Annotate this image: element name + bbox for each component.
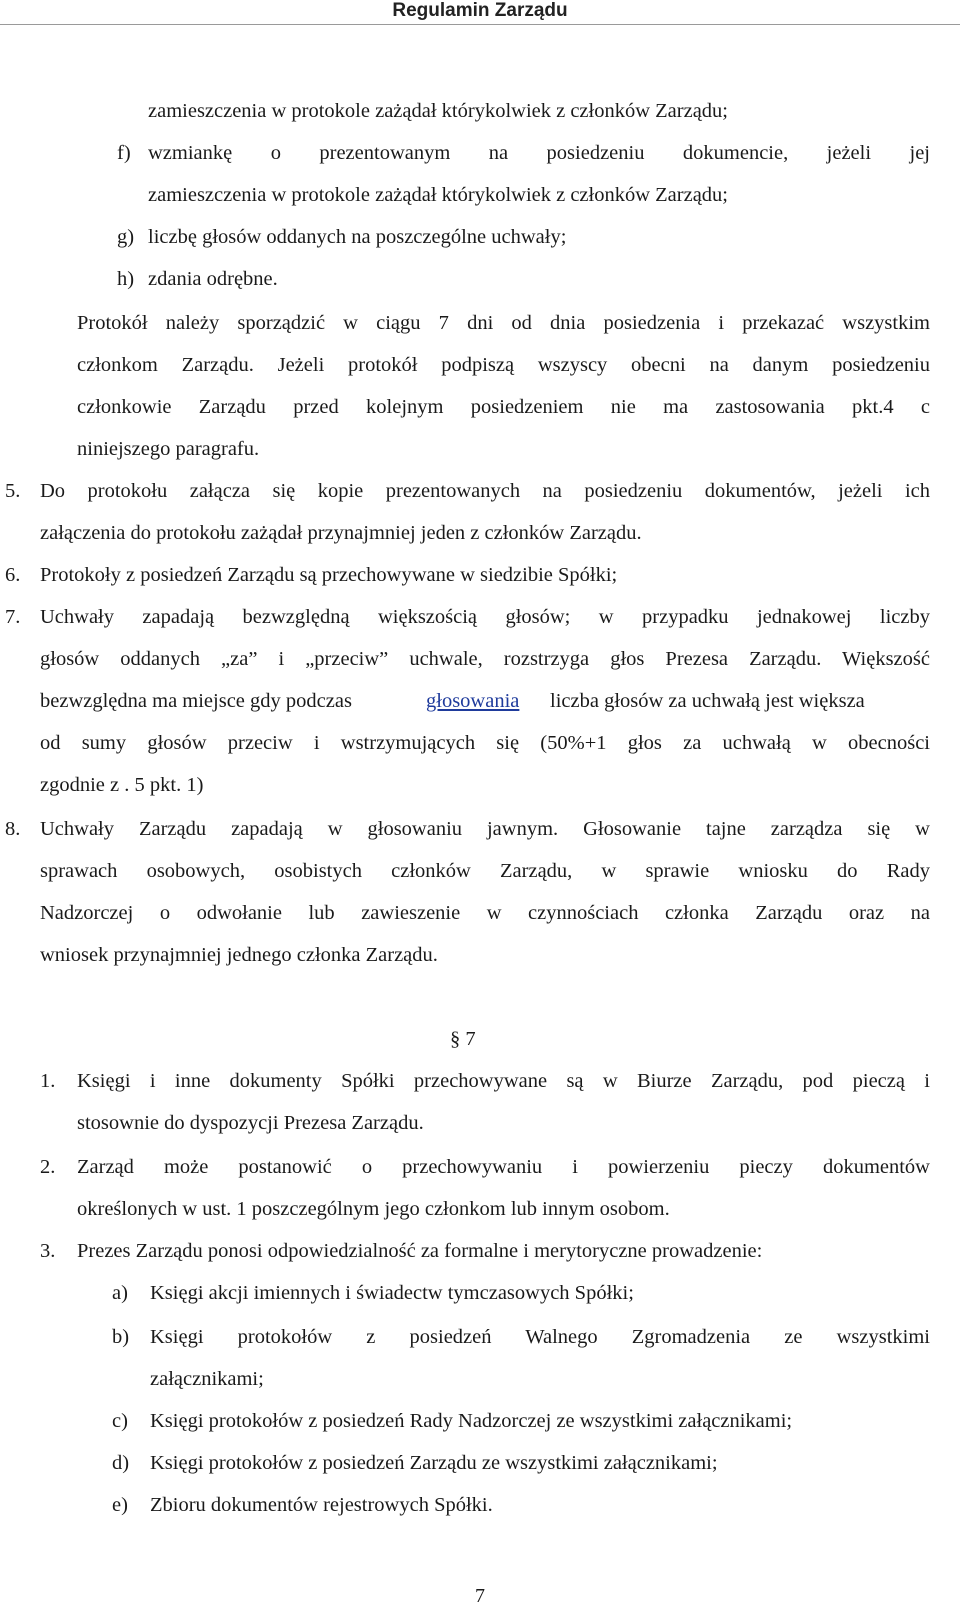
paragraph-line: głosów oddanych „za” i „przeciw” uchwale, rozstrzyga głos Prezesa Zarządu. Większość [40,648,930,670]
list-item-text: Księgi protokołów z posiedzeń Walnego Zgromadzenia ze wszystkimi [150,1326,930,1348]
list-item-text: liczbę głosów oddanych na poszczególne uchwały; [148,226,567,248]
paragraph-line: Do protokołu załącza się kopie prezentowanych na posiedzeniu dokumentów, jeżeli ich [40,480,930,502]
paragraph-line: Uchwały zapadają bezwzględną większością głosów; w przypadku jednakowej liczby [40,606,930,628]
list-item-text: Księgi protokołów z posiedzeń Zarządu ze wszystkimi załącznikami; [150,1452,718,1474]
item-number: 6. [5,564,21,586]
page-footer [0,1584,960,1608]
list-marker: h) [117,268,135,290]
paragraph-line: Zarząd może postanowić o przechowywaniu i powierzeniu pieczy dokumentów [77,1156,930,1178]
paragraph-line: niniejszego paragrafu. [77,438,260,460]
item-number: 3. [40,1240,56,1262]
list-item-text: zamieszczenia w protokole zażądał którykolwiek z członków Zarządu; [148,100,728,122]
list-marker: g) [117,226,135,248]
header-title: Regulamin Zarządu [392,0,568,21]
list-marker: d) [112,1452,130,1474]
list-marker: a) [112,1282,128,1304]
paragraph-line: od sumy głosów przeciw i wstrzymujących się (50%+1 głos za uchwałą w obecności [40,732,930,754]
paragraph-line: wniosek przynajmniej jednego członka Zarządu. [40,944,438,966]
list-item-text: Zbioru dokumentów rejestrowych Spółki. [150,1494,493,1516]
paragraph-line: Nadzorczej o odwołanie lub zawieszenie w czynnościach członka Zarządu oraz na [40,902,930,924]
paragraph-line: Prezes Zarządu ponosi odpowiedzialność za formalne i merytoryczne prowadzenie: [77,1240,763,1262]
document-header [0,0,960,25]
section-heading: § 7 [450,1028,476,1050]
item-number: 7. [5,606,21,628]
paragraph-line: członkowie Zarządu przed kolejnym posiedzeniem nie ma zastosowania pkt.4 c [77,396,930,418]
list-item-text: załącznikami; [150,1368,264,1390]
paragraph-line: liczba głosów za uchwałą jest większa [550,690,865,712]
paragraph-line: określonych w ust. 1 poszczególnym jego członkom lub innym osobom. [77,1198,670,1220]
item-number: 2. [40,1156,56,1178]
list-marker: b) [112,1326,130,1348]
paragraph-line: Księgi i inne dokumenty Spółki przechowywane są w Biurze Zarządu, pod pieczą i [77,1070,930,1092]
paragraph-line: stosownie do dyspozycji Prezesa Zarządu. [77,1112,424,1134]
item-number: 1. [40,1070,56,1092]
paragraph-line: załączenia do protokołu zażądał przynajmniej jeden z członków Zarządu. [40,522,642,544]
paragraph-line: Uchwały Zarządu zapadają w głosowaniu jawnym. Głosowanie tajne zarządza się w [40,818,930,840]
list-item-text: Księgi protokołów z posiedzeń Rady Nadzorczej ze wszystkimi załącznikami; [150,1410,793,1432]
list-item-text: wzmiankę o prezentowanym na posiedzeniu dokumencie, jeżeli jej [148,142,930,164]
paragraph-line: członkom Zarządu. Jeżeli protokół podpiszą wszyscy obecni na danym posiedzeniu [77,354,930,376]
page-number: 7 [475,1585,485,1607]
list-item-text: zdania odrębne. [148,268,278,290]
voting-link[interactable]: głosowania [426,690,520,712]
paragraph-line: bezwzględna ma miejsce gdy podczas [40,690,352,712]
list-marker: e) [112,1494,128,1516]
paragraph-line: Protokoły z posiedzeń Zarządu są przechowywane w siedzibie Spółki; [40,564,618,586]
paragraph-line: Protokół należy sporządzić w ciągu 7 dni od dnia posiedzenia i przekazać wszystkim [77,312,930,334]
list-item-text: Księgi akcji imiennych i świadectw tymczasowych Spółki; [150,1282,634,1304]
list-marker: f) [117,142,131,164]
item-number: 8. [5,818,21,840]
list-marker: c) [112,1410,128,1432]
paragraph-line: sprawach osobowych, osobistych członków Zarządu, w sprawie wniosku do Rady [40,860,930,882]
paragraph-line: zgodnie z . 5 pkt. 1) [40,774,204,796]
list-item-text: zamieszczenia w protokole zażądał którykolwiek z członków Zarządu; [148,184,728,206]
item-number: 5. [5,480,21,502]
